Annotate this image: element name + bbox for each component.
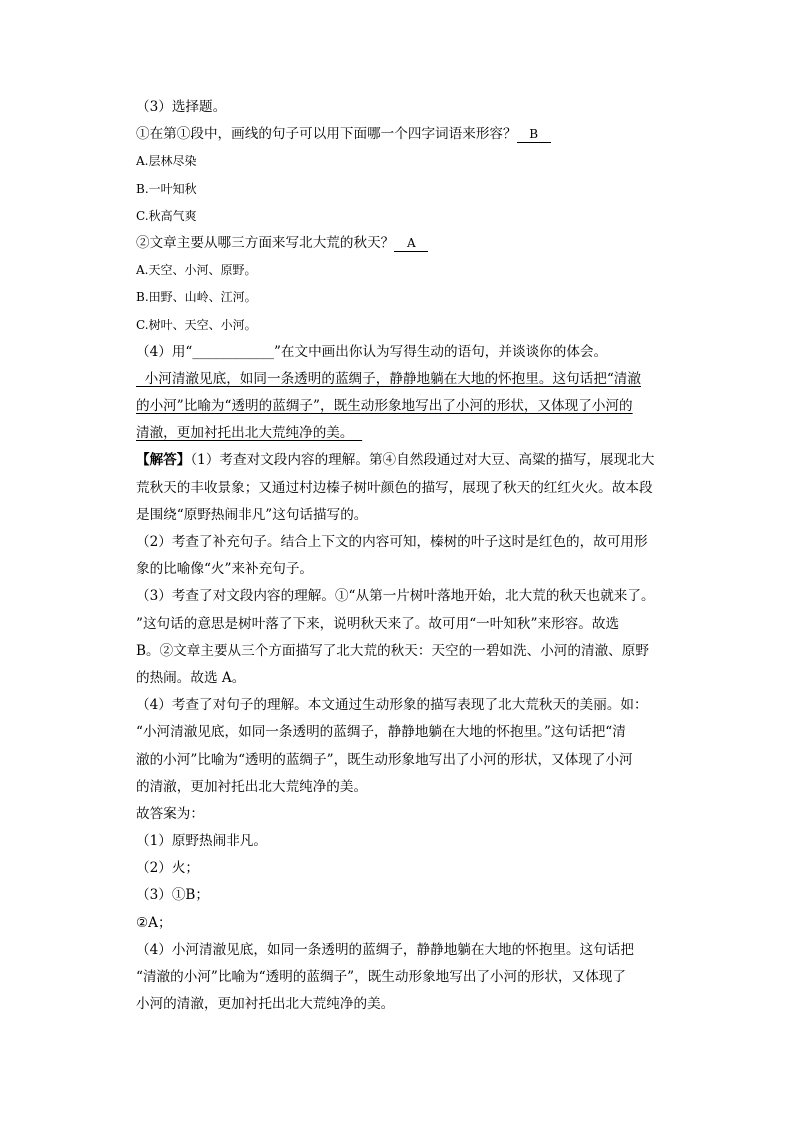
- document-page: [136, 94, 676, 1018]
- q3-question-2: [136, 230, 676, 257]
- q3-question-2-prompt: ②文章主要从哪三方面来写北大荒的秋天？: [136, 234, 395, 251]
- q3-title: （3）选择题。: [136, 99, 227, 115]
- solution-line: 的清澈，更加衬托出北大荒纯净的美。: [136, 778, 368, 795]
- q4-prompt: （4）用“____________”在文中画出你认为写得生动的语句，并谈谈你的体会。: [136, 343, 608, 360]
- solution-line: B。②文章主要从三个方面描写了北大荒的秋天：天空的一碧如洗、小河的清澈、原野: [136, 642, 649, 659]
- solution-first-line: [136, 447, 676, 474]
- solution-line: 是围绕“原野热闹非凡”这句话描写的。: [136, 506, 368, 523]
- solution-line: （3）考查了对文段内容的理解。①“从第一片树叶落地开始，北大荒的秋天也就来了。: [136, 588, 655, 605]
- solution-line: （1）考查对文段内容的理解。第④自然段通过对大豆、高粱的描写，展现北大: [190, 452, 655, 469]
- q3-q2-option-a: A.天空、小河、原野。: [136, 263, 257, 278]
- final-answer-line: （4）小河清澈见底，如同一条透明的蓝绸子，静静地躺在大地的怀抱里。这句话把: [136, 941, 635, 958]
- q3-q2-option-c: C.树叶、天空、小河。: [136, 317, 257, 332]
- solution-line: （4）考查了对句子的理解。本文通过生动形象的描写表现了北大荒秋天的美丽。如：: [136, 697, 648, 714]
- q3-question-1-answer: B: [517, 126, 551, 143]
- q3-q1-option-c: C.秋高气爽: [136, 208, 197, 223]
- q4-answer-line: 清澈，更加衬托出北大荒纯净的美。: [136, 425, 363, 442]
- q3-question-1: [136, 121, 676, 148]
- solution-line: 澈的小河”比喻为“透明的蓝绸子”，既生动形象地写出了小河的形状，又体现了小河: [136, 751, 633, 768]
- final-answer-title: 故答案为：: [136, 805, 204, 822]
- q3-q2-option-b: B.田野、山岭、江河。: [136, 290, 257, 305]
- final-answer-line: （3）①B；: [136, 887, 210, 904]
- solution-line: 象的比喻像“火”来补充句子。: [136, 561, 314, 578]
- q3-q1-option-a: A.层林尽染: [136, 154, 197, 169]
- final-answer-line: （1）原野热闹非凡。: [136, 833, 267, 850]
- solution-line: 荒秋天的丰收景象；又通过村边榛子树叶颜色的描写，展现了秋天的红红火火。故本段: [136, 479, 653, 496]
- solution-line: “小河清澈见底，如同一条透明的蓝绸子，静静地躺在大地的怀抱里。”这句话把“清: [136, 724, 626, 741]
- q3-question-2-answer: A: [394, 235, 428, 252]
- q4-answer-line: 小河清澈见底，如同一条透明的蓝绸子，静静地躺在大地的怀抱里。这句话把“清澈: [136, 370, 641, 387]
- final-answer-line: ②A；: [136, 914, 172, 931]
- solution-label: 【解答】: [136, 452, 191, 469]
- q4-answer-line: 的小河”比喻为“透明的蓝绸子”，既生动形象地写出了小河的形状，又体现了小河的: [136, 398, 633, 415]
- solution-line: （2）考查了补充句子。结合上下文的内容可知，榛树的叶子这时是红色的，故可用形: [136, 534, 648, 550]
- q3-question-1-prompt: ①在第①段中，画线的句子可以用下面哪一个四字词语来形容？: [136, 126, 517, 143]
- final-answer-line: （2）火；: [136, 860, 200, 877]
- q3-q1-option-b: B.一叶知秋: [136, 181, 197, 196]
- final-answer-line: 小河的清澈，更加衬托出北大荒纯净的美。: [136, 996, 395, 1013]
- final-answer-line: “清澈的小河”比喻为“透明的蓝绸子”，既生动形象地写出了小河的形状，又体现了: [136, 969, 626, 985]
- solution-line: ”这句话的意思是树叶落了下来，说明秋天来了。故可用“一叶知秋”来形容。故选: [136, 615, 620, 632]
- solution-line: 的热闹。故选 A。: [136, 669, 246, 686]
